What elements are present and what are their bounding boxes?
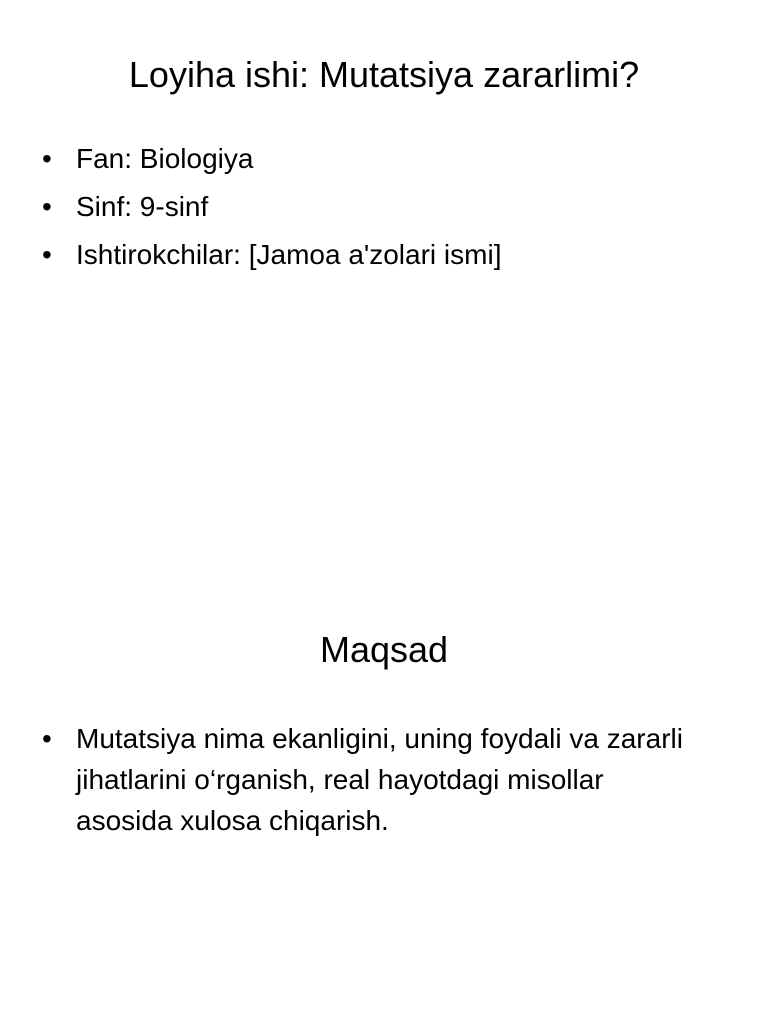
bullet-icon: •: [42, 191, 52, 222]
bullet-list: [42, 142, 692, 286]
slide-title: Maqsad: [319, 629, 449, 670]
bullet-text: Sinf: 9-sinf: [76, 191, 209, 222]
bullet-item-subject: [42, 142, 692, 176]
bullet-icon: •: [42, 723, 52, 754]
bullet-list: [42, 718, 692, 841]
slide-goal: [0, 576, 768, 1024]
bullet-text: Fan: Biologiya: [76, 143, 254, 174]
bullet-text: Ishtirokchilar: [Jamoa a'zolari ismi]: [76, 239, 502, 270]
bullet-icon: •: [42, 143, 52, 174]
bullet-item-grade: [42, 190, 692, 224]
bullet-text: Mutatsiya nima ekanligini, uning foydali va zararli jihatlarini o‘rganish, real hayotdagi misollar asosida xulosa chiqarish.: [76, 723, 683, 836]
slide-title: Loyiha ishi: Mutatsiya zararlimi?: [128, 54, 640, 95]
bullet-item-goal: [42, 718, 692, 841]
bullet-icon: •: [42, 239, 52, 270]
bullet-item-participants: [42, 238, 692, 272]
